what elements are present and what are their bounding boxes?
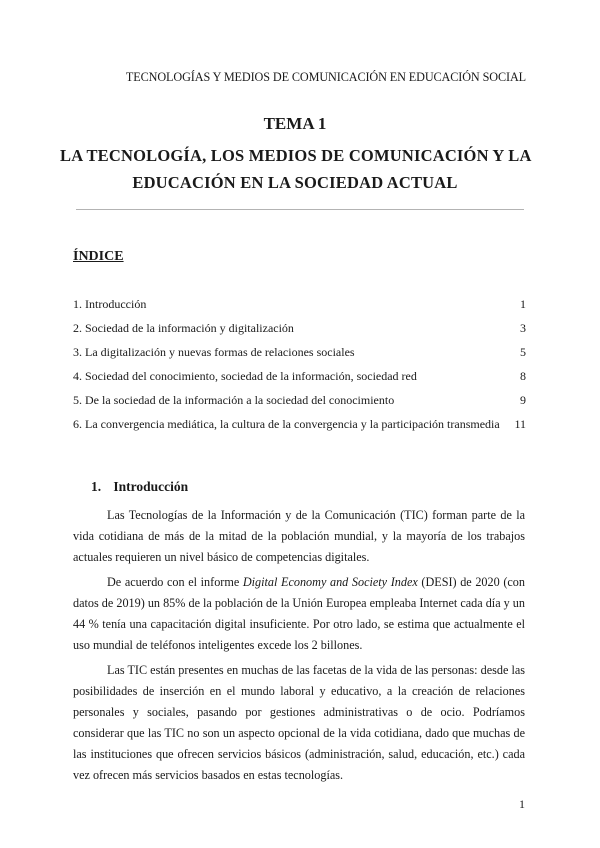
toc-entry-label: 6. La convergencia mediática, la cultura de la convergencia y la participación transmedia [73, 417, 500, 431]
paragraph-text: (DESI) de 2020 (con datos de 2019) un 85% de la población de la Unión Europea empleaba Internet cada día y un 44 % tenía una capacitación digital insuficiente. Por otro lado, se estima que actualmente el uso mundial de teléfonos inteligentes excede los 2 billones. [73, 575, 525, 652]
paragraph: Las TIC están presentes en muchas de las facetas de la vida de las personas: desde las posibilidades de inserción en el mundo laboral y educativo, a la creación de relaciones personales y sociales, pasando por gestiones administrativas o de ocio. Podríamos considerar que las TIC no son un aspecto opcional de la vida cotidiana, dado que muchas de las instituciones que ofrecen servicios básicos (administración, salud, educación, etc.) cada vez ofrecen más servicios basados en estas tecnologías. [73, 663, 525, 782]
section-heading [91, 479, 188, 495]
section-title: Introducción [113, 479, 189, 494]
running-header: TECNOLOGÍAS Y MEDIOS DE COMUNICACIÓN EN EDUCACIÓN SOCIAL [125, 70, 526, 84]
paragraph-text: De acuerdo con el informe [107, 575, 243, 589]
toc-entry-page: 3 [520, 321, 526, 335]
title-divider [76, 209, 524, 210]
toc-entry-page: 8 [520, 369, 526, 383]
toc-entry-label: 3. La digitalización y nuevas formas de relaciones sociales [73, 345, 355, 359]
toc-entry-label: 2. Sociedad de la información y digitalización [73, 321, 294, 335]
toc-entry[interactable] [73, 294, 526, 318]
document-title-line-2: EDUCACIÓN EN LA SOCIEDAD ACTUAL [132, 173, 458, 192]
toc-entry-page: 11 [514, 417, 526, 431]
index-heading: ÍNDICE [73, 249, 124, 264]
tema-label: TEMA 1 [263, 114, 327, 133]
toc-entry[interactable] [73, 342, 526, 366]
document-title-block [60, 113, 530, 196]
toc-entry-label: 5. De la sociedad de la información a la sociedad del conocimiento [73, 393, 395, 407]
toc-entry-page: 9 [520, 393, 526, 407]
section-body [73, 505, 525, 786]
section-number: 1. [91, 479, 102, 494]
toc-entry-page: 1 [520, 297, 526, 311]
toc-entry[interactable] [73, 390, 526, 414]
page-number: 1 [519, 797, 525, 811]
document-title-line-1: LA TECNOLOGÍA, LOS MEDIOS DE COMUNICACIÓN Y LA [60, 146, 532, 165]
report-title-italic: Digital Economy and Society Index [242, 575, 418, 589]
table-of-contents [73, 294, 526, 438]
toc-entry-label: 4. Sociedad del conocimiento, sociedad de la información, sociedad red [73, 369, 417, 383]
toc-entry[interactable] [73, 366, 526, 390]
paragraph [73, 572, 525, 656]
paragraph: Las Tecnologías de la Información y de la Comunicación (TIC) forman parte de la vida cotidiana de más de la mitad de la población mundial, y la mayoría de los trabajos actuales requieren un nivel básico de competencias digitales. [73, 508, 525, 564]
toc-entry[interactable] [73, 414, 526, 438]
toc-entry-label: 1. Introducción [73, 297, 147, 311]
toc-entry-page: 5 [520, 345, 526, 359]
toc-entry[interactable] [73, 318, 526, 342]
